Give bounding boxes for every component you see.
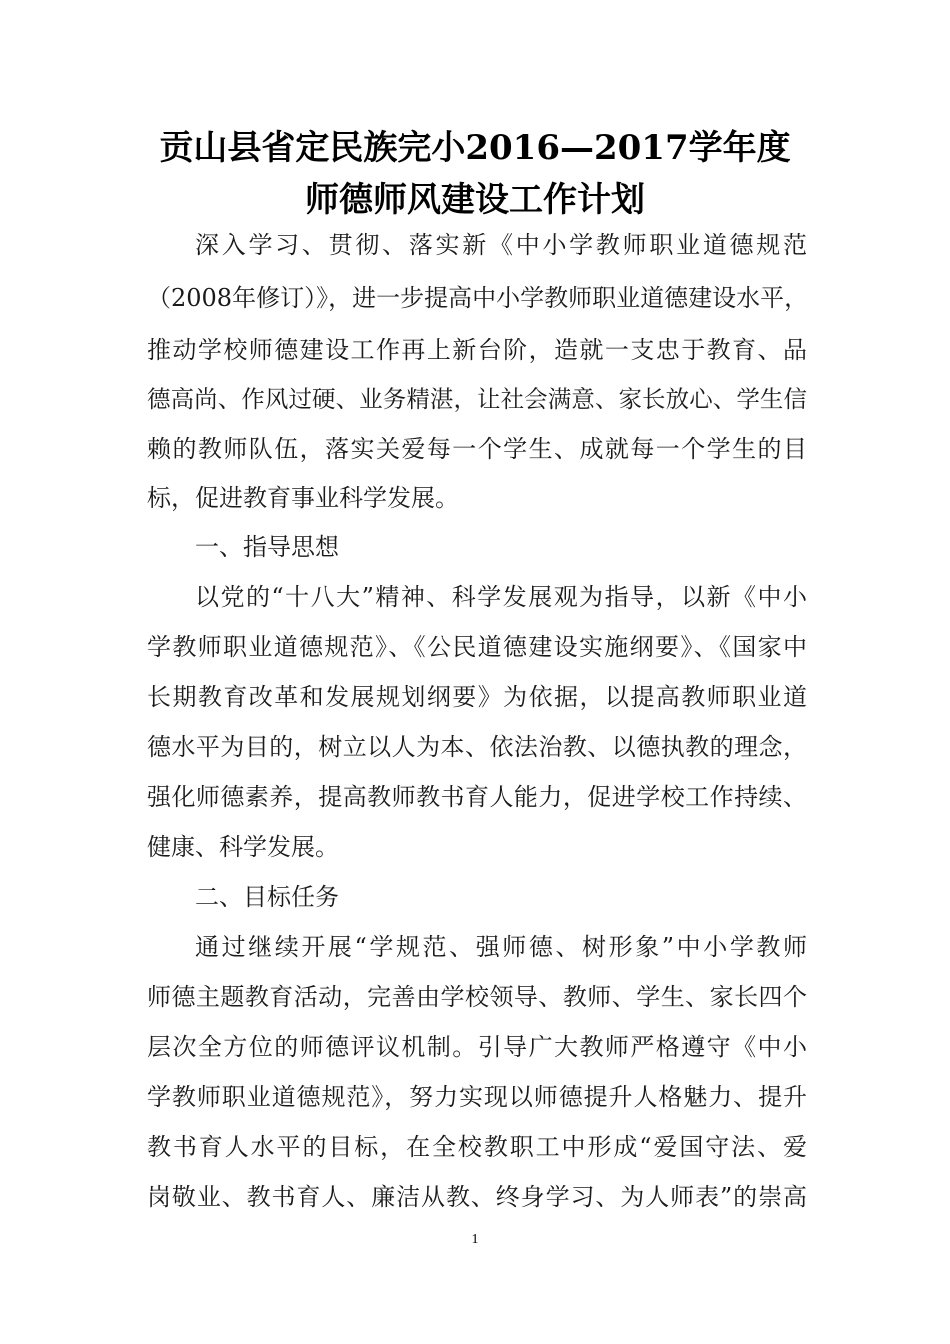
paragraph-line: 岗敬业、教书育人、廉洁从教、终身学习、为人师表”的崇高 <box>147 1183 807 1211</box>
paragraph-line: （2008年修订）》，进一步提高中小学教师职业道德建设水平， <box>147 284 809 312</box>
document-title-line-1: 贡山县省定民族完小2016—2017学年度 <box>159 128 791 168</box>
paragraph-line: 师德主题教育活动，完善由学校领导、教师、学生、家长四个 <box>147 983 807 1011</box>
paragraph-line: 深入学习、贯彻、落实新《中小学教师职业道德规范 <box>195 231 807 259</box>
paragraph-line: 以党的“十八大”精神、科学发展观为指导，以新《中小 <box>195 583 807 611</box>
section-heading: 二、目标任务 <box>195 883 339 911</box>
paragraph-line: 层次全方位的师德评议机制。引导广大教师严格遵守《中小 <box>147 1033 807 1061</box>
paragraph-line: 德高尚、作风过硬、业务精湛，让社会满意、家长放心、学生信 <box>147 385 807 413</box>
section-heading: 一、指导思想 <box>195 533 339 561</box>
page-number: 1 <box>471 1232 479 1247</box>
paragraph-line: 通过继续开展“学规范、强师德、树形象”中小学教师 <box>195 933 807 961</box>
paragraph-line: 学教师职业道德规范》，努力实现以师德提升人格魅力、提升 <box>147 1083 807 1111</box>
paragraph-line: 强化师德素养，提高教师教书育人能力，促进学校工作持续、 <box>147 783 807 811</box>
paragraph-line: 学教师职业道德规范》、《公民道德建设实施纲要》、《国家中 <box>147 633 807 661</box>
paragraph-line: 推动学校师德建设工作再上新台阶，造就一支忠于教育、品 <box>147 336 807 364</box>
paragraph-line: 长期教育改革和发展规划纲要》为依据，以提高教师职业道 <box>147 683 807 711</box>
document-title-line-2: 师德师风建设工作计划 <box>305 180 645 220</box>
paragraph-line: 赖的教师队伍，落实关爱每一个学生、成就每一个学生的目 <box>147 435 807 463</box>
paragraph-line: 德水平为目的，树立以人为本、依法治教、以德执教的理念， <box>147 733 807 761</box>
paragraph-line: 教书育人水平的目标，在全校教职工中形成“爱国守法、爱 <box>147 1133 807 1161</box>
paragraph-line: 健康、科学发展。 <box>147 833 339 861</box>
paragraph-line: 标，促进教育事业科学发展。 <box>147 484 459 512</box>
